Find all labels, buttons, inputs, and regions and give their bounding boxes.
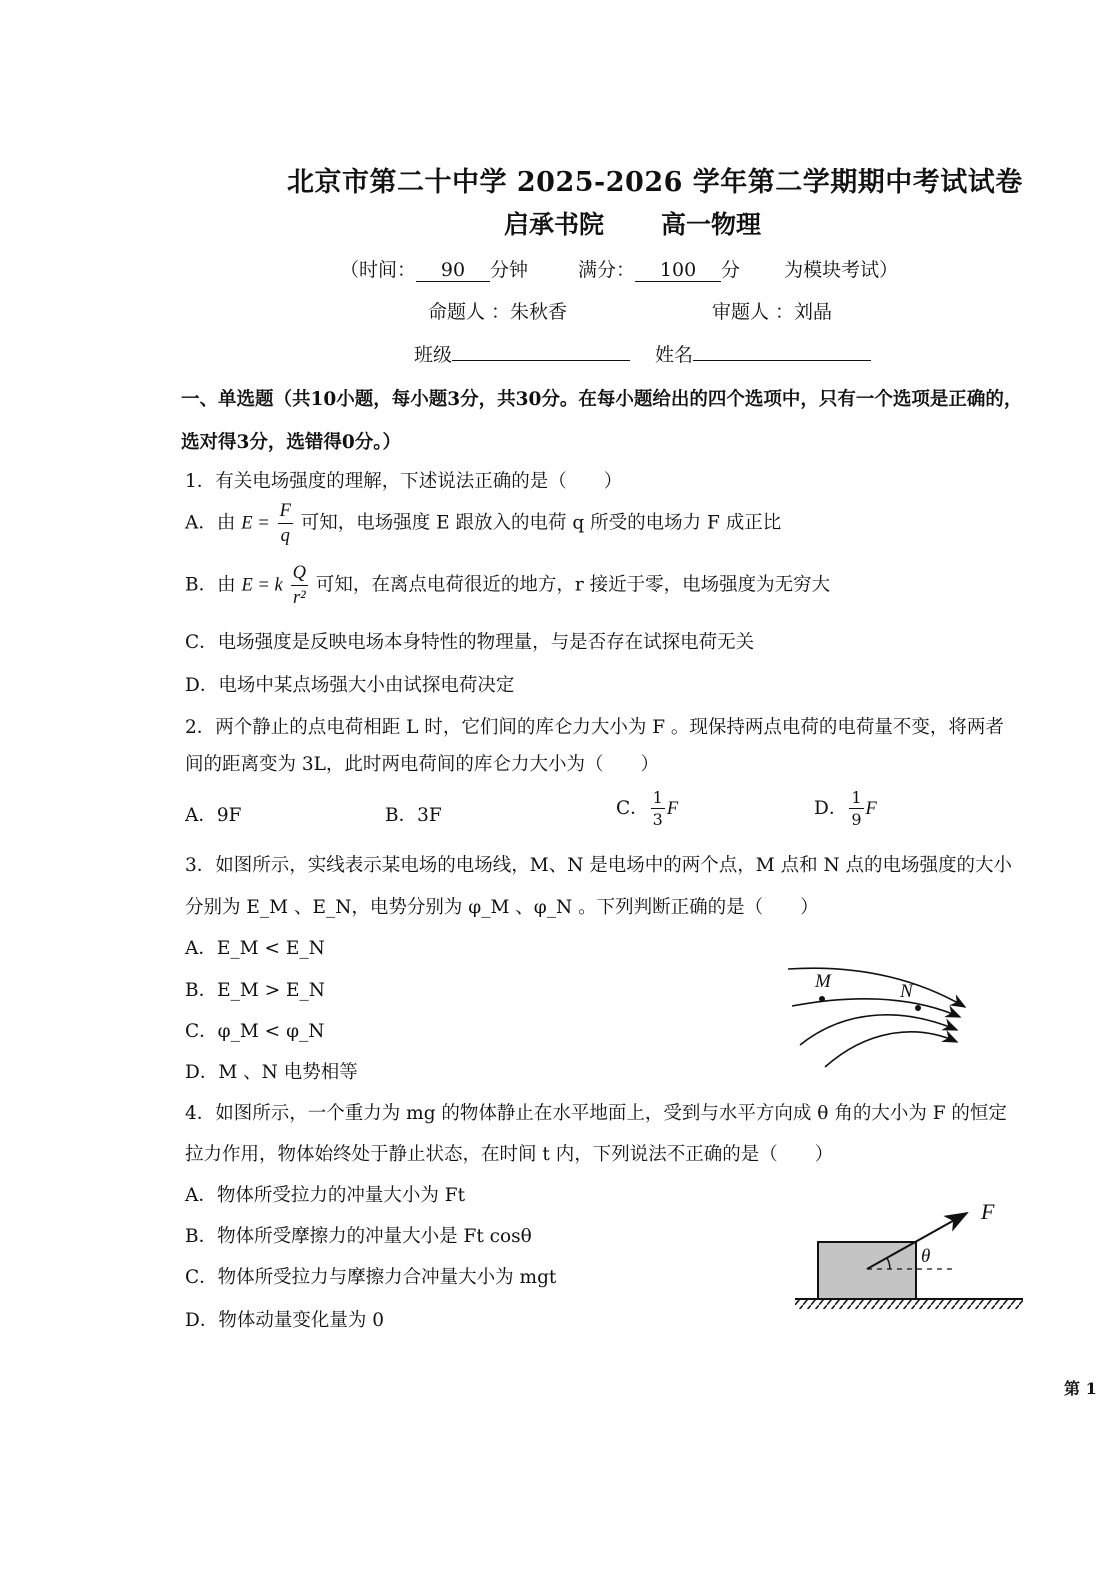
svg-text:θ: θ bbox=[921, 1246, 931, 1267]
class-blank[interactable] bbox=[452, 340, 630, 361]
q1-option-c[interactable]: C．电场强度是反映电场本身特性的物理量，与是否存在试探电荷无关 bbox=[185, 632, 755, 653]
point-n bbox=[915, 1005, 921, 1011]
q1-option-b[interactable]: B．由 E = k $\frac{Q}{\text{r²}}$ 可知，在离点电荷很近的地方，r 接近于零，电场强度为无穷大 bbox=[185, 563, 831, 608]
q2-option-c[interactable]: C． $\frac{1}{3}$ F bbox=[616, 788, 679, 829]
exam-subtitle-school: 启承书院 bbox=[504, 210, 605, 239]
q1-option-d[interactable]: D．电场中某点场强大小由试探电荷决定 bbox=[185, 675, 515, 696]
author: 命题人 ：朱秋香 bbox=[428, 301, 568, 323]
time-value: 90 bbox=[416, 259, 490, 282]
question-1-stem: 1．有关电场强度的理解，下述说法正确的是（ ） bbox=[185, 471, 623, 492]
q3-option-b[interactable]: B．E_M > E_N bbox=[185, 980, 325, 1001]
question-4-stem-cont: 拉力作用，物体始终处于静止状态，在时间 t 内，下列说法不正确的是（ ） bbox=[185, 1144, 834, 1165]
q2-option-b[interactable]: B．3F bbox=[385, 805, 442, 826]
q2-option-d[interactable]: D． $\frac{1}{9}$ F bbox=[814, 788, 877, 829]
q1-option-a[interactable]: A．由 E = $\frac{F}{q}$ 可知，电场强度 E 跟放入的电荷 q 所受的电场力 F 成正比 bbox=[185, 501, 782, 546]
score-value: 100 bbox=[635, 259, 721, 282]
name-blank[interactable] bbox=[693, 340, 871, 361]
q4-option-b[interactable]: B．物体所受摩擦力的冲量大小是 Ft cosθ bbox=[185, 1226, 532, 1247]
question-3-stem-cont: 分别为 E_M 、E_N，电势分别为 φ_M 、φ_N 。下列判断正确的是（ ） bbox=[185, 897, 819, 918]
block-force-figure bbox=[795, 1195, 1030, 1320]
svg-text:M: M bbox=[815, 971, 831, 992]
section-heading: 一、单选题（共10小题，每小题3分，共30分。在每小题给出的四个选项中，只有一个选项是正确的， bbox=[181, 389, 1023, 410]
question-2-stem-cont: 间的距离变为 3L，此时两电荷间的库仑力大小为（ ） bbox=[185, 754, 659, 775]
page-number: 第 1 bbox=[1064, 1379, 1097, 1398]
electric-field-lines-figure bbox=[770, 955, 980, 1075]
ground-hatch bbox=[795, 1300, 1023, 1309]
q3-option-c[interactable]: C．φ_M < φ_N bbox=[185, 1021, 325, 1042]
exam-subtitle-subject: 高一物理 bbox=[661, 210, 762, 239]
q2-option-a[interactable]: A．9F bbox=[185, 805, 242, 826]
q4-option-d[interactable]: D．物体动量变化量为 0 bbox=[185, 1310, 384, 1331]
name-field: 姓名 bbox=[655, 340, 871, 367]
question-3-stem: 3．如图所示，实线表示某电场的电场线，M、N 是电场中的两个点，M 点和 N 点的电场强度的大小 bbox=[185, 855, 1013, 876]
q4-option-c[interactable]: C．物体所受拉力与摩擦力合冲量大小为 mgt bbox=[185, 1267, 557, 1288]
section-heading-cont: 选对得3分，选错得0分。） bbox=[181, 432, 401, 453]
question-2-stem: 2．两个静止的点电荷相距 L 时，它们间的库仑力大小为 F 。现保持两点电荷的电荷量不变，将两者 bbox=[185, 717, 1004, 738]
q4-option-a[interactable]: A．物体所受拉力的冲量大小为 Ft bbox=[185, 1185, 466, 1206]
fraction-f-over-q: $\frac{F}{q}$ bbox=[279, 501, 291, 546]
reviewer: 审题人 ：刘晶 bbox=[712, 301, 833, 323]
q3-option-d[interactable]: D．M 、N 电势相等 bbox=[185, 1062, 358, 1083]
point-m bbox=[819, 996, 825, 1002]
svg-text:F: F bbox=[981, 1199, 995, 1224]
class-field: 班级 bbox=[414, 340, 630, 367]
svg-text:N: N bbox=[900, 981, 913, 1002]
fraction-q-over-r2: $\frac{Q}{\text{r²}}$ bbox=[292, 563, 307, 608]
exam-meta: （时间： 90 分钟 满分： 100 分 为模块考试） bbox=[340, 259, 899, 281]
question-4-stem: 4．如图所示，一个重力为 mg 的物体静止在水平地面上，受到与水平方向成 θ 角的大小为 F 的恒定 bbox=[185, 1103, 1007, 1124]
exam-title: 北京市第二十中学 2025-2026 学年第二学期期中考试试卷 bbox=[287, 167, 1023, 198]
q3-option-a[interactable]: A．E_M < E_N bbox=[185, 938, 325, 959]
